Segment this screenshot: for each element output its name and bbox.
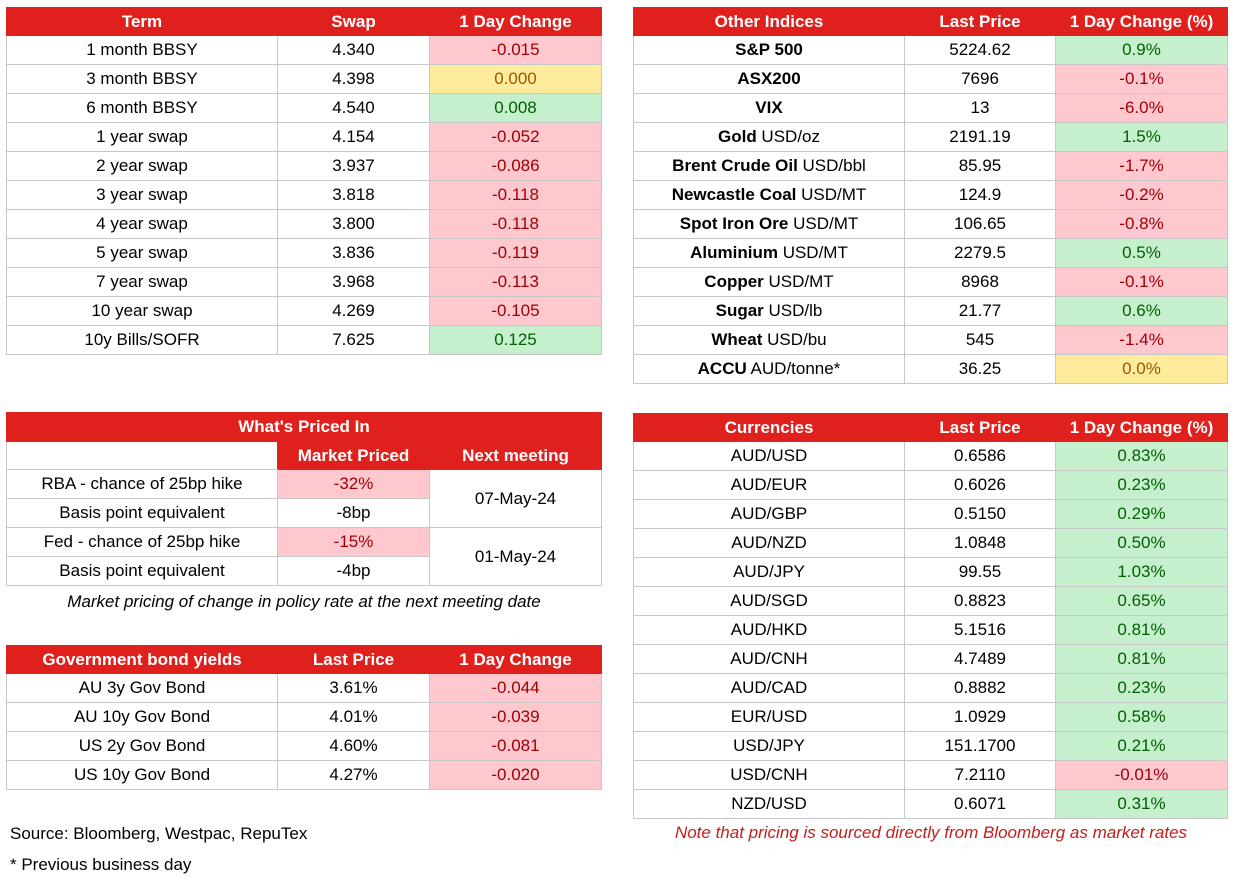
index-name-cell [634, 94, 905, 123]
swap-row [7, 152, 602, 181]
index-price: 13 [905, 94, 1056, 123]
bond-price: 4.01% [278, 703, 430, 732]
bonds-header-price: Last Price [278, 646, 430, 674]
rba-hike-label: RBA - chance of 25bp hike [7, 470, 278, 499]
swap-value: 3.836 [278, 239, 430, 268]
swap-row [7, 123, 602, 152]
bond-row [7, 732, 602, 761]
swap-row [7, 210, 602, 239]
index-name-cell [634, 355, 905, 384]
index-name-cell [634, 152, 905, 181]
index-name-cell [634, 297, 905, 326]
index-price: 8968 [905, 268, 1056, 297]
swap-change: 0.125 [430, 326, 602, 355]
index-unit: USD/MT [796, 185, 867, 204]
swap-term: 10 year swap [7, 297, 278, 326]
currency-change: 0.23% [1056, 471, 1228, 500]
index-change: 0.6% [1056, 297, 1228, 326]
currency-change: 0.50% [1056, 529, 1228, 558]
index-unit: USD/bu [762, 330, 827, 349]
currency-row [634, 558, 1228, 587]
indices-row [634, 94, 1228, 123]
index-name-cell [634, 65, 905, 94]
bonds-table-block [6, 645, 602, 790]
indices-table [633, 7, 1228, 384]
currencies-header-price: Last Price [905, 414, 1056, 442]
bond-price: 4.27% [278, 761, 430, 790]
swap-term: 10y Bills/SOFR [7, 326, 278, 355]
currency-row [634, 442, 1228, 471]
bond-name: AU 10y Gov Bond [7, 703, 278, 732]
currency-price: 1.0848 [905, 529, 1056, 558]
currency-price: 0.6586 [905, 442, 1056, 471]
index-unit: AUD/tonne* [746, 359, 841, 378]
currency-price: 0.8882 [905, 674, 1056, 703]
currency-pair: USD/JPY [634, 732, 905, 761]
bond-change: -0.081 [430, 732, 602, 761]
index-price: 7696 [905, 65, 1056, 94]
currency-change: 0.81% [1056, 616, 1228, 645]
index-change: -0.1% [1056, 65, 1228, 94]
swap-row [7, 239, 602, 268]
currency-pair: USD/CNH [634, 761, 905, 790]
currency-price: 4.7489 [905, 645, 1056, 674]
swap-change: -0.052 [430, 123, 602, 152]
fed-bp-label: Basis point equivalent [7, 557, 278, 586]
index-name: ACCU [697, 359, 747, 378]
rba-bp-value: -8bp [278, 499, 430, 528]
swap-term: 3 month BBSY [7, 65, 278, 94]
index-name: Aluminium [690, 243, 778, 262]
swap-term: 1 year swap [7, 123, 278, 152]
currency-pair: EUR/USD [634, 703, 905, 732]
swap-term: 1 month BBSY [7, 36, 278, 65]
swap-term: 7 year swap [7, 268, 278, 297]
swap-row [7, 65, 602, 94]
indices-row [634, 355, 1228, 384]
currencies-header-pair: Currencies [634, 414, 905, 442]
indices-row [634, 297, 1228, 326]
index-change: 0.5% [1056, 239, 1228, 268]
index-unit: USD/MT [777, 243, 848, 262]
indices-row [634, 65, 1228, 94]
currency-row [634, 645, 1228, 674]
index-name: Wheat [711, 330, 763, 349]
currency-pair: AUD/NZD [634, 529, 905, 558]
index-name-cell [634, 210, 905, 239]
indices-table-block [633, 7, 1228, 384]
indices-row [634, 239, 1228, 268]
index-name: ASX200 [737, 69, 801, 88]
swap-term: 4 year swap [7, 210, 278, 239]
index-change: -0.1% [1056, 268, 1228, 297]
swap-change: 0.008 [430, 94, 602, 123]
swap-change: -0.105 [430, 297, 602, 326]
bonds-table [6, 645, 602, 790]
index-price: 21.77 [905, 297, 1056, 326]
currencies-table-block [633, 413, 1228, 819]
index-price: 5224.62 [905, 36, 1056, 65]
indices-row [634, 268, 1228, 297]
swap-value: 4.269 [278, 297, 430, 326]
index-change: 0.0% [1056, 355, 1228, 384]
index-unit: USD/oz [756, 127, 820, 146]
index-change: 0.9% [1056, 36, 1228, 65]
bond-name: US 10y Gov Bond [7, 761, 278, 790]
swap-value: 4.398 [278, 65, 430, 94]
swap-value: 3.937 [278, 152, 430, 181]
currency-price: 0.5150 [905, 500, 1056, 529]
index-price: 2191.19 [905, 123, 1056, 152]
index-change: -1.7% [1056, 152, 1228, 181]
currency-row [634, 616, 1228, 645]
swap-value: 4.154 [278, 123, 430, 152]
bonds-header-change: 1 Day Change [430, 646, 602, 674]
currency-pair: AUD/GBP [634, 500, 905, 529]
swap-change: -0.086 [430, 152, 602, 181]
priced-in-header-market: Market Priced [278, 442, 430, 470]
indices-row [634, 210, 1228, 239]
bond-name: US 2y Gov Bond [7, 732, 278, 761]
currency-change: 0.31% [1056, 790, 1228, 819]
swap-row [7, 94, 602, 123]
index-name-cell [634, 36, 905, 65]
bond-row [7, 674, 602, 703]
bond-row [7, 761, 602, 790]
currency-row [634, 732, 1228, 761]
swap-term: 6 month BBSY [7, 94, 278, 123]
bond-price: 3.61% [278, 674, 430, 703]
swap-value: 3.800 [278, 210, 430, 239]
currencies-table [633, 413, 1228, 819]
index-price: 545 [905, 326, 1056, 355]
indices-header-change: 1 Day Change (%) [1056, 8, 1228, 36]
index-name: Sugar [715, 301, 764, 320]
bond-price: 4.60% [278, 732, 430, 761]
index-unit: USD/lb [763, 301, 823, 320]
swap-value: 3.818 [278, 181, 430, 210]
currency-change: 0.29% [1056, 500, 1228, 529]
indices-row [634, 181, 1228, 210]
index-unit: USD/MT [763, 272, 834, 291]
indices-row [634, 123, 1228, 152]
swap-value: 3.968 [278, 268, 430, 297]
index-unit: USD/MT [788, 214, 859, 233]
swap-change: -0.119 [430, 239, 602, 268]
currency-pair: AUD/CNH [634, 645, 905, 674]
swap-row [7, 181, 602, 210]
fed-hike-label: Fed - chance of 25bp hike [7, 528, 278, 557]
bonds-header-name: Government bond yields [7, 646, 278, 674]
source-note: Source: Bloomberg, Westpac, RepuTex [10, 824, 308, 843]
swap-change: -0.015 [430, 36, 602, 65]
bond-row [7, 703, 602, 732]
swap-term: 5 year swap [7, 239, 278, 268]
swap-change: -0.118 [430, 210, 602, 239]
swap-term: 2 year swap [7, 152, 278, 181]
indices-row [634, 326, 1228, 355]
bloomberg-note: Note that pricing is sourced directly from Bloomberg as market rates [674, 823, 1188, 842]
swap-value: 7.625 [278, 326, 430, 355]
currency-row [634, 790, 1228, 819]
swap-row [7, 326, 602, 355]
index-name-cell [634, 239, 905, 268]
priced-in-title: What's Priced In [7, 413, 602, 442]
currency-change: 0.65% [1056, 587, 1228, 616]
currency-price: 0.6071 [905, 790, 1056, 819]
priced-in-table [6, 412, 602, 586]
swap-header-term: Term [7, 8, 278, 36]
swap-row [7, 36, 602, 65]
currency-pair: AUD/JPY [634, 558, 905, 587]
swap-value: 4.340 [278, 36, 430, 65]
index-name: Copper [704, 272, 764, 291]
swap-value: 4.540 [278, 94, 430, 123]
index-unit: USD/bbl [797, 156, 866, 175]
currency-row [634, 674, 1228, 703]
currency-price: 5.1516 [905, 616, 1056, 645]
swap-term: 3 year swap [7, 181, 278, 210]
indices-row [634, 152, 1228, 181]
swap-table-block [6, 7, 602, 355]
index-price: 2279.5 [905, 239, 1056, 268]
currency-change: 0.23% [1056, 674, 1228, 703]
currency-row [634, 471, 1228, 500]
index-name: Gold [717, 127, 757, 146]
priced-in-header-next: Next meeting [430, 442, 602, 470]
currencies-header-change: 1 Day Change (%) [1056, 414, 1228, 442]
rba-next-meeting: 07-May-24 [430, 470, 602, 528]
index-change: -6.0% [1056, 94, 1228, 123]
index-name: Newcastle Coal [671, 185, 797, 204]
currency-row [634, 529, 1228, 558]
swap-change: -0.113 [430, 268, 602, 297]
bond-change: -0.020 [430, 761, 602, 790]
index-name-cell [634, 123, 905, 152]
swap-change: -0.118 [430, 181, 602, 210]
currency-price: 0.6026 [905, 471, 1056, 500]
currency-row [634, 500, 1228, 529]
index-name: Spot Iron Ore [679, 214, 789, 233]
currency-pair: AUD/EUR [634, 471, 905, 500]
currency-change: 0.58% [1056, 703, 1228, 732]
rba-hike-value: -32% [278, 470, 430, 499]
bond-change: -0.044 [430, 674, 602, 703]
swap-row [7, 297, 602, 326]
indices-header-name: Other Indices [634, 8, 905, 36]
index-price: 36.25 [905, 355, 1056, 384]
currency-row [634, 703, 1228, 732]
currency-price: 1.0929 [905, 703, 1056, 732]
swap-header-change: 1 Day Change [430, 8, 602, 36]
currency-change: 0.21% [1056, 732, 1228, 761]
currency-pair: AUD/USD [634, 442, 905, 471]
index-name: VIX [755, 98, 783, 117]
index-name-cell [634, 181, 905, 210]
index-name-cell [634, 268, 905, 297]
bond-name: AU 3y Gov Bond [7, 674, 278, 703]
index-change: 1.5% [1056, 123, 1228, 152]
currency-change: -0.01% [1056, 761, 1228, 790]
fed-hike-value: -15% [278, 528, 430, 557]
index-change: -0.2% [1056, 181, 1228, 210]
currency-change: 1.03% [1056, 558, 1228, 587]
swap-row [7, 268, 602, 297]
index-price: 106.65 [905, 210, 1056, 239]
swap-change: 0.000 [430, 65, 602, 94]
currency-row [634, 761, 1228, 790]
index-price: 124.9 [905, 181, 1056, 210]
swap-header-swap: Swap [278, 8, 430, 36]
index-price: 85.95 [905, 152, 1056, 181]
fed-next-meeting: 01-May-24 [430, 528, 602, 586]
index-name: S&P 500 [735, 40, 803, 59]
index-change: -1.4% [1056, 326, 1228, 355]
currency-pair: AUD/SGD [634, 587, 905, 616]
rba-bp-label: Basis point equivalent [7, 499, 278, 528]
currency-price: 99.55 [905, 558, 1056, 587]
swap-table [6, 7, 602, 355]
currency-change: 0.81% [1056, 645, 1228, 674]
currency-price: 151.1700 [905, 732, 1056, 761]
previous-day-note: * Previous business day [10, 855, 192, 874]
currency-price: 0.8823 [905, 587, 1056, 616]
currency-pair: NZD/USD [634, 790, 905, 819]
indices-header-price: Last Price [905, 8, 1056, 36]
fed-bp-value: -4bp [278, 557, 430, 586]
currency-row [634, 587, 1228, 616]
currency-pair: AUD/CAD [634, 674, 905, 703]
index-change: -0.8% [1056, 210, 1228, 239]
index-name: Brent Crude Oil [672, 156, 798, 175]
priced-in-corner [7, 442, 278, 470]
priced-in-note: Market pricing of change in policy rate at the next meeting date [67, 592, 541, 611]
index-name-cell [634, 326, 905, 355]
indices-row [634, 36, 1228, 65]
currency-price: 7.2110 [905, 761, 1056, 790]
bond-change: -0.039 [430, 703, 602, 732]
currency-pair: AUD/HKD [634, 616, 905, 645]
priced-in-block [6, 412, 602, 586]
currency-change: 0.83% [1056, 442, 1228, 471]
